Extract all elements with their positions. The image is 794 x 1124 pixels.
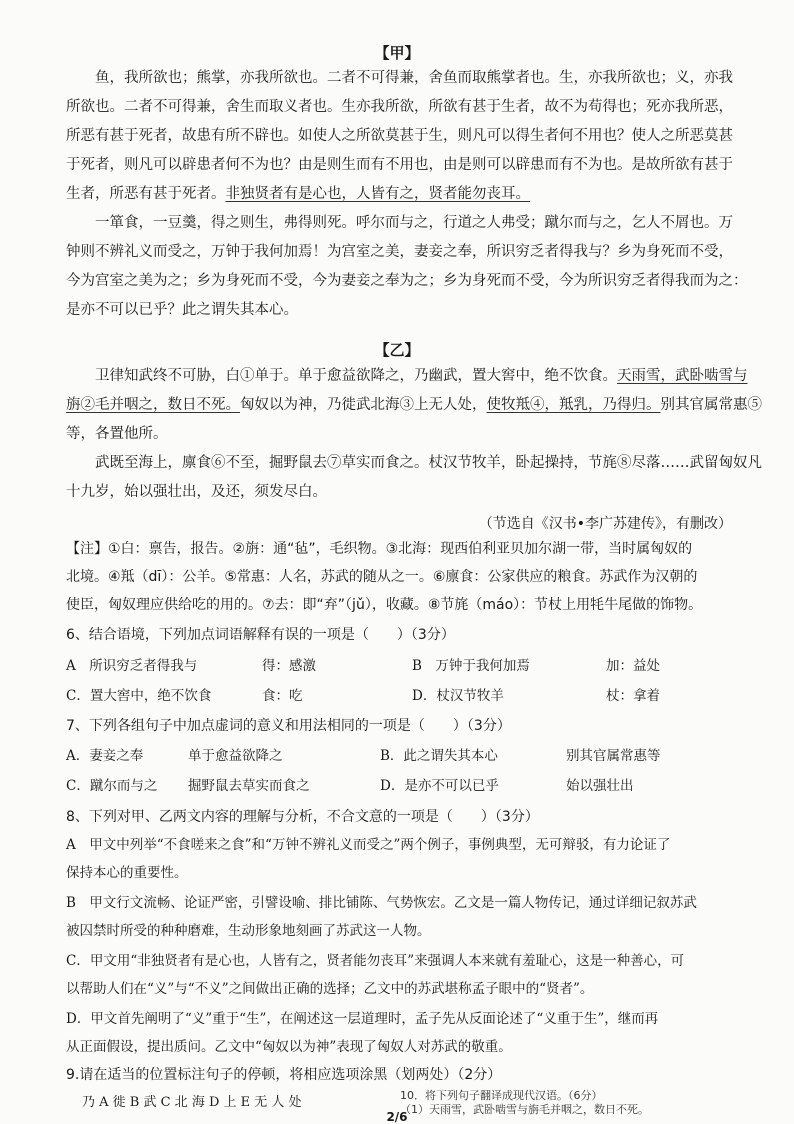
q8-option-c[interactable]: C．甲文用“非独贤者有是心也，人皆有之，贤者能勿丧耳”来强调人本来就有羞耻心，这是一种善心，可 <box>66 953 685 969</box>
q8-option-b-cont: 被囚禁时所受的种种磨难，生动形象地刻画了苏武这一人物。 <box>66 923 431 939</box>
q6-option-b[interactable]: B 万钟于我何加焉 <box>412 658 530 674</box>
passage-yi-segment: 别其官属常惠⑤ <box>660 397 762 413</box>
passage-yi-line: 武既至海上，廪食⑥不至，掘野鼠去⑦草实而食之。杖汉节牧羊，卧起操持，节旄⑧尽落……武留匈奴凡 <box>95 455 762 471</box>
underlined-sentence: 旃②毛并咽之，数日不死。 <box>66 397 240 413</box>
underlined-sentence: 天雨雪，武卧啮雪与 <box>617 368 748 384</box>
q7-option-c[interactable]: C．蹴尔而与之 <box>66 778 158 794</box>
passage-jia-line: 于死者，则凡可以辟患者何不为也？由是则生而有不用也，由是则可以辟患而有不为也。是故所欲有甚于 <box>66 157 733 173</box>
q9-sentence[interactable]: 乃 A 徙 B 武 C 北 海 D 上 E 无 人 处 <box>82 1095 302 1110</box>
page-number: 2/6 <box>386 1110 408 1124</box>
q8-option-c-cont: 以帮助人们在“义”与“不义”之间做出正确的选择；乙文中的苏武堪称孟子眼中的“贤者”。 <box>66 981 594 997</box>
q8-option-a[interactable]: A 甲文中列举“不食嗟来之食”和“万钟不辨礼义而受之”两个例子，事例典型，无可辩驳，有力论证了 <box>66 837 671 853</box>
question-6-stem: 6、结合语境，下列加点词语解释有误的一项是（ ）（3分） <box>66 627 455 643</box>
notes-line: 北境。④羝（dī）：公羊。⑤常惠：人名，苏武的随从之一。⑥廪食：公家供应的粮食。苏武作为汉朝的 <box>66 569 698 585</box>
q7-option-d-pair: 始以强壮出 <box>566 778 634 794</box>
question-10-stem: 10．将下列句子翻译成现代汉语。（6分） <box>400 1089 603 1102</box>
passage-jia-line: 一箪食，一豆羹，得之则生，弗得则死。呼尔而与之，行道之人弗受；蹴尔而与之，乞人不屑也。万 <box>95 215 733 231</box>
passage-jia-line: 钟则不辨礼义而受之，万钟于我何加焉！为宫室之美，妻妾之奉，所识穷乏者得我与？乡为身死而不受， <box>66 244 733 260</box>
q8-option-a-cont: 保持本心的重要性。 <box>66 865 188 881</box>
q7-option-a[interactable]: A．妻妾之奉 <box>66 748 144 764</box>
q6-option-a-gloss: 得：感激 <box>262 658 316 674</box>
q6-option-a[interactable] <box>66 654 197 674</box>
q6-option-b-gloss: 加：益处 <box>606 658 660 674</box>
passage-jia-line: 所欲也。二者不可得兼，舍生而取义者也。生亦我所欲，所欲有甚于生者，故不为苟得也；死亦我所恶， <box>66 99 733 115</box>
notes-line: 使臣，匈奴理应供给吃的用的。⑦去：即“弃”（jǔ），收藏。⑧节旄（máo）：节杖上用牦牛尾做的饰物。 <box>66 597 703 613</box>
passage-yi-line <box>66 362 748 392</box>
passage-yi-segment: 卫律知武终不可胁，白①单于。单于愈益欲降之，乃幽武，置大窖中，绝不饮食。 <box>95 368 617 384</box>
q7-option-a-pair: 单于愈益欲降之 <box>188 748 283 764</box>
question-9-stem: 9.请在适当的位置标注句子的停顿，将相应选项涂黑（划两处）（2分） <box>66 1067 502 1083</box>
q6-option-c[interactable]: C．置大窖中，绝不饮食 <box>66 688 212 704</box>
q8-option-d[interactable]: D．甲文首先阐明了“义”重于“生”，在阐述这一层道理时，孟子先从反面论述了“义重于生”，继而再 <box>66 1011 659 1027</box>
passage-jia-line: 是亦不可以已乎？此之谓失其本心。 <box>66 302 298 318</box>
passage-jia-segment: 生者，所恶有甚于死者。 <box>66 186 226 202</box>
notes-line: 【注】①白：禀告，报告。②旃：通“毡”，毛织物。③北海：现西伯利亚贝加尔湖一带，当时属匈奴的 <box>66 541 693 557</box>
q7-option-b-pair: 别其官属常惠等 <box>566 748 661 764</box>
passage-yi-line: 十九岁，始以强壮出，及还，须发尽白。 <box>66 484 327 500</box>
q7-option-d[interactable]: D．是亦不可以已乎 <box>380 778 499 794</box>
passage-yi-heading: 【乙】 <box>374 341 420 359</box>
passage-jia-heading: 【甲】 <box>374 44 420 62</box>
q6-option-d-gloss: 杖：拿着 <box>606 688 660 704</box>
source-citation: （节选自《汉书•李广苏建传》，有删改） <box>478 516 732 532</box>
passage-jia-line: 所恶有甚于死者，故患有所不辟也。如使人之所欲莫甚于生，则凡可以得生者何不用也？使人之所恶莫甚 <box>66 128 733 144</box>
passage-jia-line <box>66 180 736 210</box>
q8-option-d-cont: 从正面假设，提出质问。乙文中“匈奴以为神”表现了匈奴人对苏武的敬重。 <box>66 1039 512 1055</box>
underlined-sentence: 使牧羝④，羝乳，乃得归。 <box>486 397 661 413</box>
passage-yi-segment: 匈奴以为神，乃徙武北海③上无人处， <box>240 397 487 413</box>
underlined-sentence: 非独贤者有是心也，人皆有之，贤者能勿丧耳。 <box>225 186 530 202</box>
passage-jia-line: 鱼，我所欲也；熊掌，亦我所欲也。二者不可得兼，舍鱼而取熊掌者也。生，亦我所欲也；义，亦我 <box>95 70 733 86</box>
passage-jia-line: 今为宫室之美为之；乡为身死而不受，今为妻妾之奉为之；乡为身死而不受，今为所识穷乏者得我而为之： <box>66 273 748 289</box>
q8-option-b[interactable]: B 甲文行文流畅、论证严密，引譬设喻、排比铺陈、气势恢宏。乙文是一篇人物传记，通过详细记叙苏武 <box>66 895 697 911</box>
option-sentence: A 所识穷乏者得我与 <box>66 658 198 674</box>
passage-yi-line <box>66 391 762 421</box>
q7-option-c-pair: 掘野鼠去草实而食之 <box>188 778 310 794</box>
question-8-stem: 8、下列对甲、乙两文内容的理解与分析，不合文意的一项是（ ）（3分） <box>66 809 539 825</box>
q7-option-b[interactable]: B．此之谓失其本心 <box>380 748 498 764</box>
q6-option-d[interactable]: D．杖汉节牧羊 <box>412 688 504 704</box>
question-7-stem: 7、下列各组句子中加点虚词的意义和用法相同的一项是（ ）（3分） <box>66 718 511 734</box>
q10-item-1: （1）天雨雪，武卧啮雪与旃毛并咽之，数日不死。 <box>400 1103 649 1116</box>
passage-yi-line: 等，各置他所。 <box>66 426 168 442</box>
q6-option-c-gloss: 食：吃 <box>262 688 303 704</box>
